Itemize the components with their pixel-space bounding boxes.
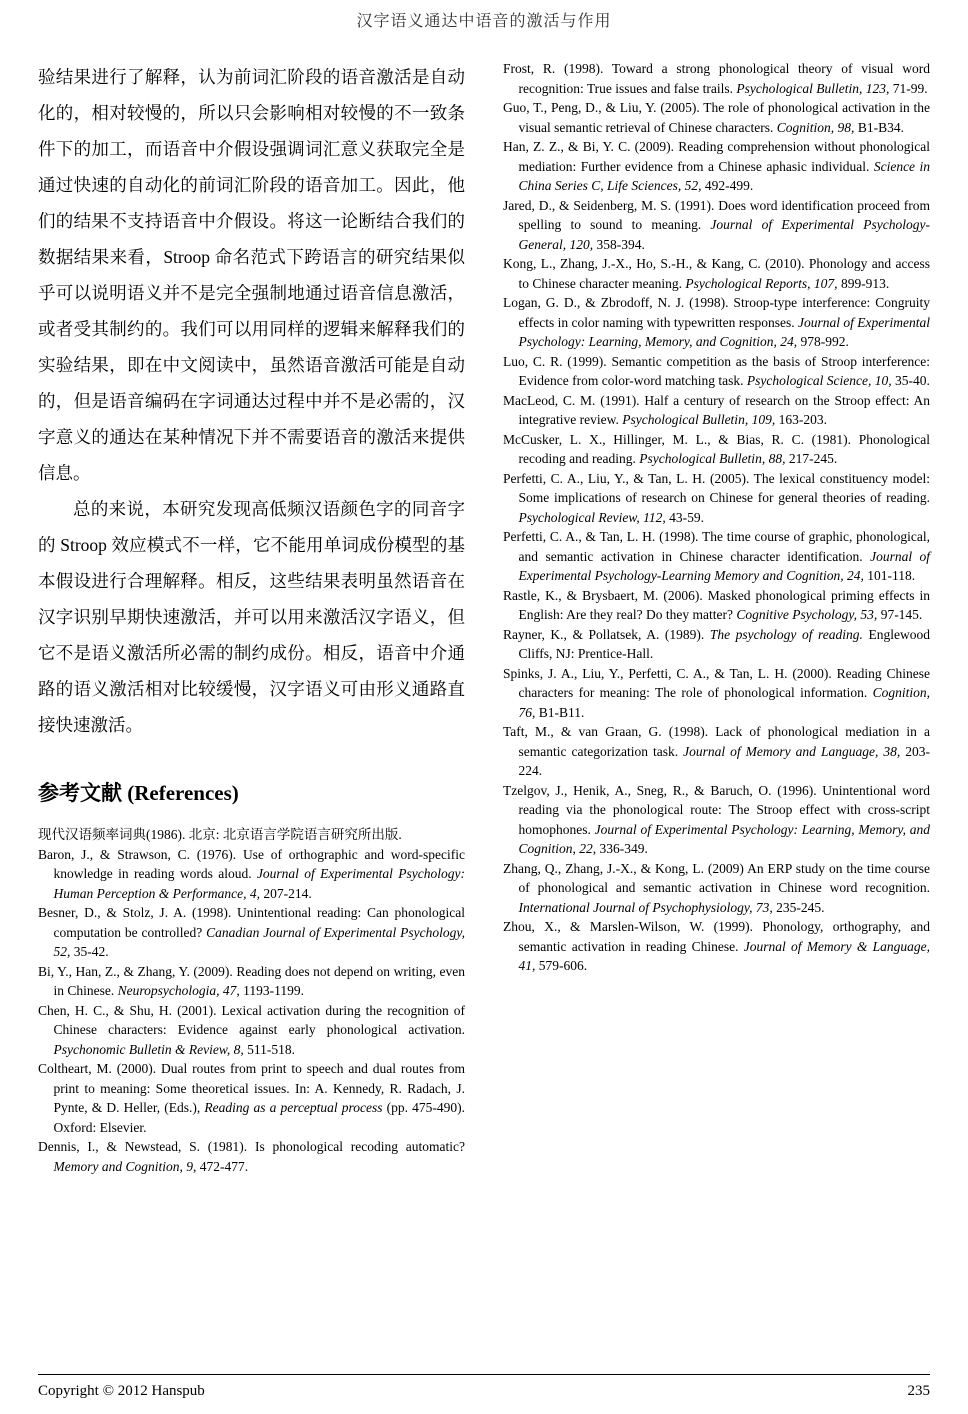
reference-journal: Psychological Bulletin, 123, [736, 80, 893, 96]
reference-text: Bi, Y., Han, Z., & Zhang, Y. (2009). Reading does not depend on writing, even in Chinese. [38, 963, 465, 998]
reference-journal: The psychology of reading. [709, 626, 869, 642]
reference-item [503, 137, 930, 196]
reference-text: 97-145. [880, 607, 923, 622]
reference-text: 511-518. [247, 1041, 295, 1057]
reference-text: Han, Z. Z., & Bi, Y. C. (2009). Reading comprehension without phonological mediation: Further evidence from a Chinese aphasic individual. [503, 139, 930, 174]
reference-text: Zhang, Q., Zhang, J.-X., & Kong, L. (2009) An ERP study on the time course of phonological and semantic activation in Chinese word recognition. [503, 860, 930, 895]
reference-journal: Reading as a perceptual process [204, 1100, 387, 1115]
reference-text: MacLeod, C. M. (1991). Half a century of research on the Stroop effect: An integrative review. [503, 392, 930, 427]
reference-item [503, 430, 930, 469]
reference-text: 1193-1199. [243, 983, 305, 998]
reference-item [503, 391, 930, 430]
reference-text: (pp. 475-490). Oxford: Elsevier. [53, 1100, 465, 1135]
running-head [38, 8, 930, 31]
reference-item [503, 664, 930, 723]
reference-text: Baron, J., & Strawson, C. (1976). Use of orthographic and word-specific knowledge in reading words aloud. [38, 846, 465, 881]
reference-text: Jared, D., & Seidenberg, M. S. (1991). Does word identification proceed from spelling to sound to meaning. [503, 197, 930, 232]
reference-item [38, 1001, 465, 1060]
reference-text: 43-59. [669, 509, 704, 525]
reference-journal: Memory and Cognition, 9, [53, 1158, 200, 1174]
reference-text: Spinks, J. A., Liu, Y., Perfetti, C. A., & Tan, L. H. (2000). Reading Chinese characters for meaning: The role of phonological information. [503, 665, 930, 700]
reference-journal: Psychological Bulletin, 88, [639, 451, 789, 466]
reference-item [503, 59, 930, 98]
body-paragraph: 总的来说，本研究发现高低频汉语颜色字的同音字的 Stroop 效应模式不一样，它不能用单词成份模型的基本假设进行合理解释。相反，这些结果表明虽然语音在汉字识别早期快速激活，并可以用来激活汉字语义，但它不是语义激活所必需的制约成份。相反，语音中介通路的语义激活相对比较缓慢，汉字语义可由形义通路直接快速激活。 [38, 499, 465, 735]
reference-text: 978-992. [800, 334, 849, 349]
reference-text: Guo, T., Peng, D., & Liu, Y. (2005). The role of phonological activation in the visual semantic retrieval of Chinese characters. [503, 100, 930, 135]
reference-journal: Journal of Memory & Language, 41, [518, 938, 931, 973]
reference-item [503, 625, 930, 664]
copyright-text: Copyright © 2012 Hanspub [38, 1383, 205, 1399]
reference-text: Englewood Cliffs, NJ: Prentice-Hall. [518, 626, 930, 661]
two-column-body [38, 59, 930, 1176]
reference-text: Coltheart, M. (2000). Dual routes from print to speech and dual routes from print to meaning: Some theoretical issues. In: A. Kennedy, R. Radach, J. Pynte, & D. Heller, (Eds.), [38, 1061, 465, 1115]
reference-text: B1-B11. [538, 704, 585, 720]
reference-journal: Psychological Reports, 107, [685, 275, 841, 291]
reference-text: McCusker, L. X., Hillinger, M. L., & Bias, R. C. (1981). Phonological recoding and reading. [503, 431, 930, 466]
reference-journal: Cognition, 76, [518, 685, 930, 720]
reference-item [503, 469, 930, 528]
reference-item [503, 98, 930, 137]
reference-text: Zhou, X., & Marslen-Wilson, W. (1999). Phonology, orthography, and semantic activation in reading Chinese. [503, 919, 930, 954]
reference-text: 235-245. [776, 899, 825, 915]
reference-text: Taft, M., & van Graan, G. (1998). Lack of phonological mediation in a semantic categorization task. [503, 724, 930, 759]
reference-text: Dennis, I., & Newstead, S. (1981). Is phonological recoding automatic? [38, 1139, 465, 1154]
page-footer [38, 1374, 930, 1400]
references-list-left [38, 825, 465, 1176]
reference-text: Chen, H. C., & Shu, H. (2001). Lexical activation during the recognition of Chinese characters: Evidence against early phonological activation. [38, 1002, 465, 1037]
reference-journal: Journal of Experimental Psychology-Learning Memory and Cognition, 24, [518, 548, 931, 583]
discussion-text [38, 59, 465, 743]
left-column [38, 59, 465, 1176]
reference-journal: Science in China Series C, Life Sciences, 52, [518, 158, 930, 193]
reference-item [503, 196, 930, 255]
reference-journal: Psychological Bulletin, 109, [622, 412, 779, 427]
reference-text: 492-499. [704, 178, 754, 193]
reference-text: 203-224. [518, 743, 930, 778]
reference-text: 现代汉语频率词典(1986). 北京: 北京语言学院语言研究所出版. [38, 827, 402, 842]
reference-text: Tzelgov, J., Henik, A., Sneg, R., & Baruch, O. (1996). Unintentional word reading via the phonological route: The Stroop effect with cross-script homophones. [503, 782, 930, 837]
reference-item [503, 781, 930, 859]
references-heading: 参考文献 (References) [38, 781, 239, 805]
reference-journal: Neuropsychologia, 47, [117, 983, 244, 998]
reference-text: Rastle, K., & Brysbaert, M. (2006). Masked phonological priming effects in English: Are they real? Do they matter? [503, 587, 930, 622]
running-head-title: 汉字语义通达中语音的激活与作用 [356, 13, 612, 30]
reference-journal: Psychological Review, 112, [518, 509, 670, 525]
reference-journal: Journal of Memory and Language, 38, [683, 743, 906, 759]
reference-text: Perfetti, C. A., & Tan, L. H. (1998). The time course of graphic, phonological, and semantic activation in Chinese character identification. [503, 529, 930, 564]
reference-journal: Cognition, 98, [776, 119, 858, 135]
reference-text: 336-349. [599, 841, 648, 856]
reference-text: Logan, G. D., & Zbrodoff, N. J. (1998). Stroop-type interference: Congruity effects in color naming with typewritten responses. [503, 295, 930, 330]
references-list-right [503, 59, 930, 976]
reference-item [503, 527, 930, 586]
reference-text: Kong, L., Zhang, J.-X., Ho, S.-H., & Kang, C. (2010). Phonology and access to Chinese character meaning. [503, 256, 930, 291]
reference-journal: Journal of Experimental Psychology: Learning, Memory, and Cognition, 24, [518, 314, 930, 349]
reference-text: 163-203. [778, 412, 827, 427]
reference-item [38, 903, 465, 962]
reference-journal: Cognitive Psychology, 53, [736, 607, 881, 622]
reference-text: 358-394. [596, 236, 645, 252]
reference-item [38, 825, 465, 845]
reference-item [503, 917, 930, 976]
reference-item [503, 586, 930, 625]
reference-text: Frost, R. (1998). Toward a strong phonological theory of visual word recognition: True issues and false trails. [503, 61, 930, 96]
reference-item [38, 1059, 465, 1137]
reference-text: Luo, C. R. (1999). Semantic competition as the basis of Stroop interference: Evidence from color-word matching task. [503, 353, 930, 388]
reference-journal: Journal of Experimental Psychology-General, 120, [518, 217, 930, 252]
reference-text: B1-B34. [857, 119, 904, 135]
right-column [503, 59, 930, 976]
reference-text: Perfetti, C. A., Liu, Y., & Tan, L. H. (2005). The lexical constituency model: Some implications of research on Chinese for general theories of reading. [503, 470, 930, 505]
reference-text: Rayner, K., & Pollatsek, A. (1989). [503, 626, 710, 642]
page-number: 235 [907, 1383, 930, 1399]
reference-text: 579-606. [538, 958, 588, 973]
reference-text: 899-913. [840, 275, 890, 291]
reference-text: 101-118. [867, 568, 916, 583]
reference-journal: Journal of Experimental Psychology: Human Perception & Performance, 4, [53, 866, 465, 901]
reference-item [503, 859, 930, 918]
reference-journal: Journal of Experimental Psychology: Learning, Memory, and Cognition, 22, [518, 821, 930, 856]
reference-item [38, 1137, 465, 1176]
reference-item [38, 845, 465, 904]
reference-item [38, 962, 465, 1001]
reference-text: 472-477. [199, 1158, 249, 1174]
reference-text: 207-214. [263, 885, 312, 901]
reference-item [503, 722, 930, 781]
reference-text: 35-42. [73, 944, 109, 959]
reference-journal: Canadian Journal of Experimental Psychology, 52, [53, 924, 465, 959]
reference-item [503, 254, 930, 293]
reference-text: 35-40. [895, 373, 930, 388]
reference-journal: Psychonomic Bulletin & Review, 8, [53, 1041, 248, 1057]
body-paragraph: 验结果进行了解释，认为前词汇阶段的语音激活是自动化的，相对较慢的，所以只会影响相对较慢的不一致条件下的加工，而语音中介假设强调词汇意义获取完全是通过快速的自动化的前词汇阶段的语音加工。因此，他们的结果不支持语音中介假设。将这一论断结合我们的数据结果来看，Stroop 命名范式下跨语言的研究结果似乎可以说明语义并不是完全强制地通过语音信息激活，或者受其制约的。我们可以用同样的逻辑来解释我们的实验结果，即在中文阅读中，虽然语音激活可能是自动的，但是语音编码在字词通达过程中并不是必需的，汉字意义的通达在某种情况下并不需要语音的激活来提供信息。 [38, 67, 465, 483]
reference-item [503, 293, 930, 352]
reference-journal: Psychological Science, 10, [746, 373, 895, 388]
reference-text: 71-99. [892, 80, 928, 96]
reference-journal: International Journal of Psychophysiology, 73, [518, 899, 777, 915]
reference-text: Besner, D., & Stolz, J. A. (1998). Unintentional reading: Can phonological computation be controlled? [38, 905, 465, 940]
reference-item [503, 352, 930, 391]
reference-text: 217-245. [788, 451, 838, 466]
